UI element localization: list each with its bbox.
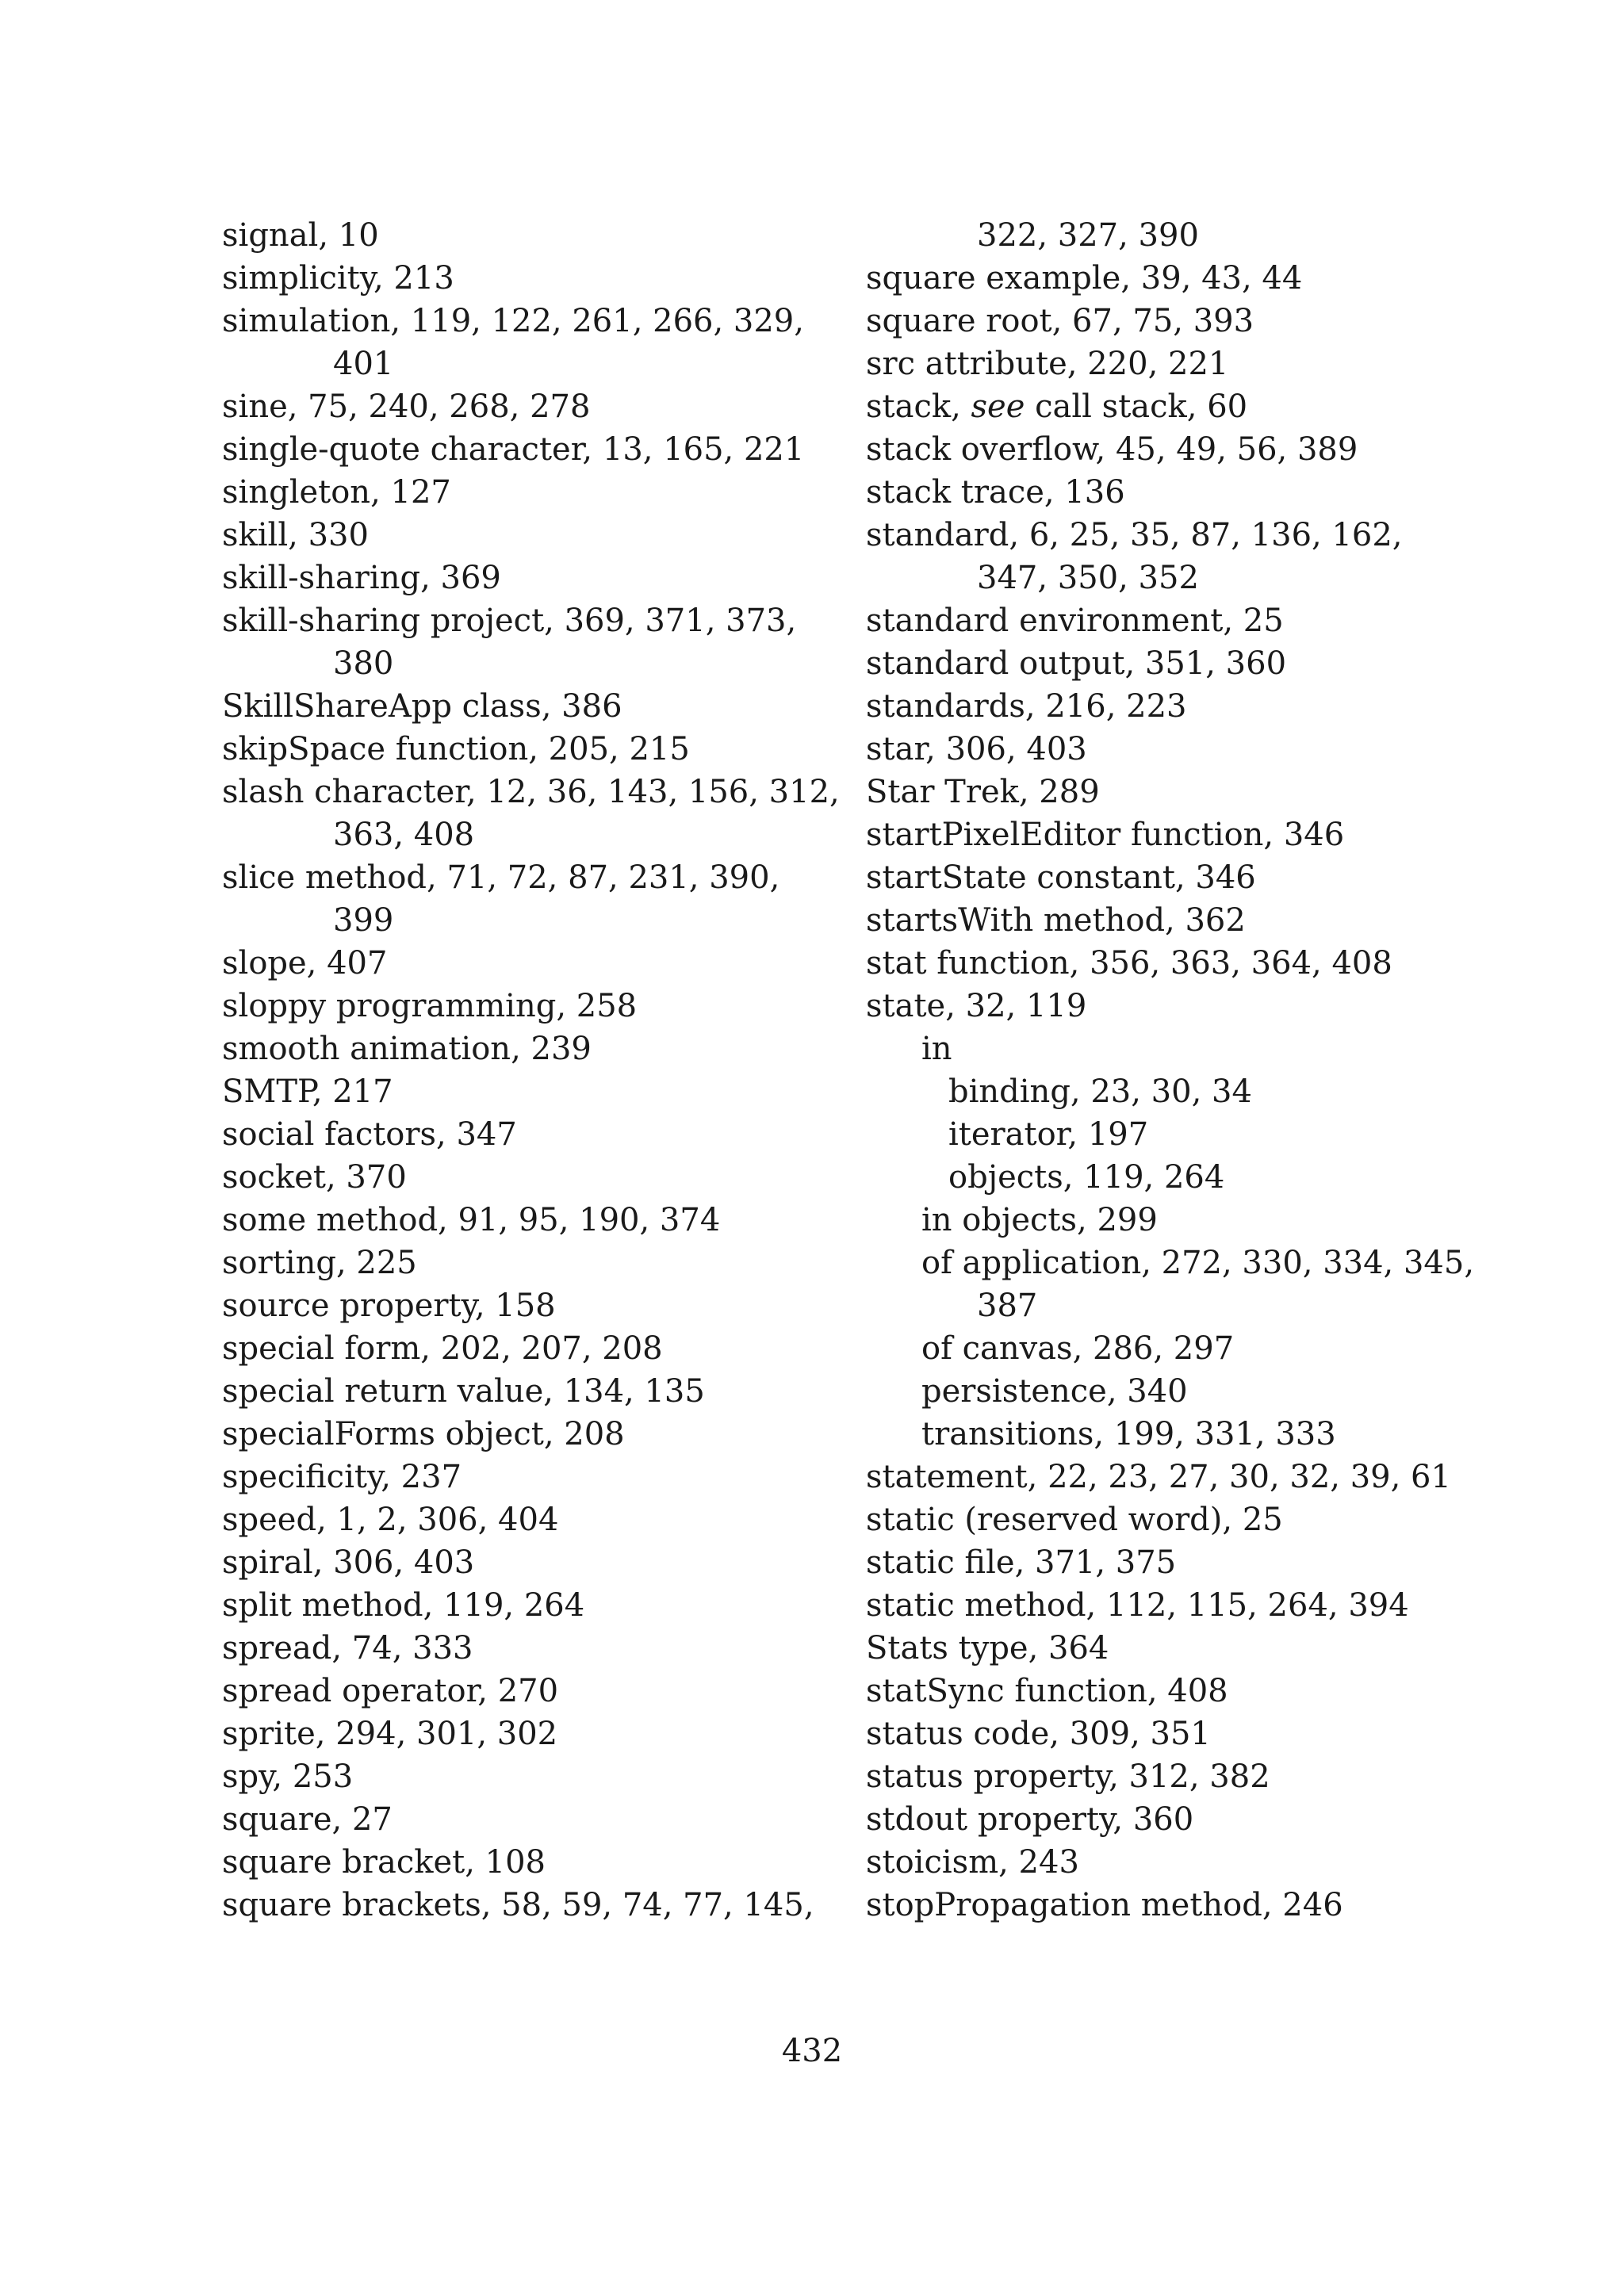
- see-reference: see: [971, 388, 1025, 425]
- index-entry: square, 27: [222, 1801, 393, 1838]
- index-entry: slope, 407: [222, 945, 388, 982]
- index-entry: statement, 22, 23, 27, 30, 32, 39, 61: [866, 1459, 1451, 1495]
- index-entry-continuation: 387: [977, 1288, 1038, 1324]
- index-entry: spy, 253: [222, 1758, 354, 1795]
- index-entry-continuation: 380: [333, 645, 394, 682]
- index-subentry: objects, 119, 264: [948, 1159, 1225, 1196]
- index-entry: statSync function, 408: [866, 1673, 1228, 1709]
- index-entry: Star Trek, 289: [866, 774, 1100, 810]
- index-entry: socket, 370: [222, 1159, 407, 1196]
- page-number: 432: [781, 2033, 843, 2069]
- index-entry: standards, 216, 223: [866, 688, 1187, 725]
- index-entry: src attribute, 220, 221: [866, 346, 1229, 382]
- index-entry: simplicity, 213: [222, 260, 454, 297]
- index-subentry: binding, 23, 30, 34: [948, 1073, 1252, 1110]
- index-entry: specificity, 237: [222, 1459, 462, 1495]
- index-entry: special form, 202, 207, 208: [222, 1330, 663, 1367]
- index-entry: slice method, 71, 72, 87, 231, 390,: [222, 859, 780, 896]
- index-entry: square bracket, 108: [222, 1844, 546, 1881]
- index-entry: spiral, 306, 403: [222, 1544, 475, 1581]
- index-entry: status property, 312, 382: [866, 1758, 1270, 1795]
- index-entry: spread, 74, 333: [222, 1630, 473, 1667]
- index-entry: split method, 119, 264: [222, 1587, 585, 1624]
- index-entry: social factors, 347: [222, 1116, 517, 1153]
- index-entry: signal, 10: [222, 217, 379, 254]
- index-entry: square root, 67, 75, 393: [866, 303, 1254, 339]
- index-entry-term: stack,: [866, 388, 971, 425]
- index-column-right: [866, 214, 1475, 1927]
- index-entry: startState constant, 346: [866, 859, 1256, 896]
- index-entry: startPixelEditor function, 346: [866, 817, 1345, 853]
- index-entry: sorting, 225: [222, 1245, 417, 1281]
- index-entry: skipSpace function, 205, 215: [222, 731, 690, 767]
- index-entry: SMTP, 217: [222, 1073, 393, 1110]
- index-entry: static file, 371, 375: [866, 1544, 1177, 1581]
- index-entry: sloppy programming, 258: [222, 988, 638, 1024]
- index-entry: star, 306, 403: [866, 731, 1087, 767]
- index-entry: stopPropagation method, 246: [866, 1887, 1343, 1923]
- index-entry: specialForms object, 208: [222, 1416, 625, 1452]
- index-entry-continuation: 401: [333, 346, 394, 382]
- index-entry: status code, 309, 351: [866, 1716, 1211, 1752]
- index-entry: state, 32, 119: [866, 988, 1087, 1024]
- index-entry-pages: call stack, 60: [1025, 388, 1248, 425]
- index-subentry: in objects, 299: [921, 1202, 1158, 1238]
- index-entry: static (reserved word), 25: [866, 1502, 1283, 1538]
- index-entry: standard output, 351, 360: [866, 645, 1287, 682]
- index-entry: speed, 1, 2, 306, 404: [222, 1502, 559, 1538]
- index-entry: source property, 158: [222, 1288, 556, 1324]
- index-entry-continuation: 399: [333, 902, 394, 939]
- index-entry: static method, 112, 115, 264, 394: [866, 1587, 1409, 1624]
- index-entry-continuation: 322, 327, 390: [977, 217, 1199, 254]
- index-entry: stack overflow, 45, 49, 56, 389: [866, 431, 1358, 468]
- index-entry: stdout property, 360: [866, 1801, 1194, 1838]
- index-subentry: iterator, 197: [948, 1116, 1149, 1153]
- index-entry: [866, 385, 1437, 428]
- index-subentry: persistence, 340: [921, 1373, 1188, 1410]
- index-entry: special return value, 134, 135: [222, 1373, 705, 1410]
- index-entry: square brackets, 58, 59, 74, 77, 145,: [222, 1887, 814, 1923]
- index-entry: skill-sharing, 369: [222, 560, 501, 596]
- index-entry-continuation: 347, 350, 352: [977, 560, 1199, 596]
- index-entry: smooth animation, 239: [222, 1031, 592, 1067]
- index-entry: stack trace, 136: [866, 474, 1125, 511]
- index-entry: stoicism, 243: [866, 1844, 1079, 1881]
- index-entry-continuation: 363, 408: [333, 817, 475, 853]
- index-entry: Stats type, 364: [866, 1630, 1109, 1667]
- index-subentry: transitions, 199, 331, 333: [921, 1416, 1336, 1452]
- index-entry: sine, 75, 240, 268, 278: [222, 388, 591, 425]
- index-entry: square example, 39, 43, 44: [866, 260, 1303, 297]
- index-entry: simulation, 119, 122, 261, 266, 329,: [222, 303, 804, 339]
- index-column-left: [222, 214, 840, 1927]
- index-entry: some method, 91, 95, 190, 374: [222, 1202, 721, 1238]
- index-entry: startsWith method, 362: [866, 902, 1246, 939]
- index-entry: slash character, 12, 36, 143, 156, 312,: [222, 774, 840, 810]
- index-subentry: of canvas, 286, 297: [921, 1330, 1235, 1367]
- index-entry: SkillShareApp class, 386: [222, 688, 622, 725]
- index-entry: singleton, 127: [222, 474, 451, 511]
- index-entry: single-quote character, 13, 165, 221: [222, 431, 805, 468]
- index-entry: standard, 6, 25, 35, 87, 136, 162,: [866, 517, 1403, 553]
- index-entry: sprite, 294, 301, 302: [222, 1716, 558, 1752]
- index-entry: spread operator, 270: [222, 1673, 559, 1709]
- index-subentry: of application, 272, 330, 334, 345,: [921, 1245, 1475, 1281]
- index-subentry: in: [921, 1031, 952, 1067]
- index-entry: skill, 330: [222, 517, 369, 553]
- index-entry: standard environment, 25: [866, 603, 1284, 639]
- index-entry: stat function, 356, 363, 364, 408: [866, 945, 1392, 982]
- index-entry: skill-sharing project, 369, 371, 373,: [222, 603, 797, 639]
